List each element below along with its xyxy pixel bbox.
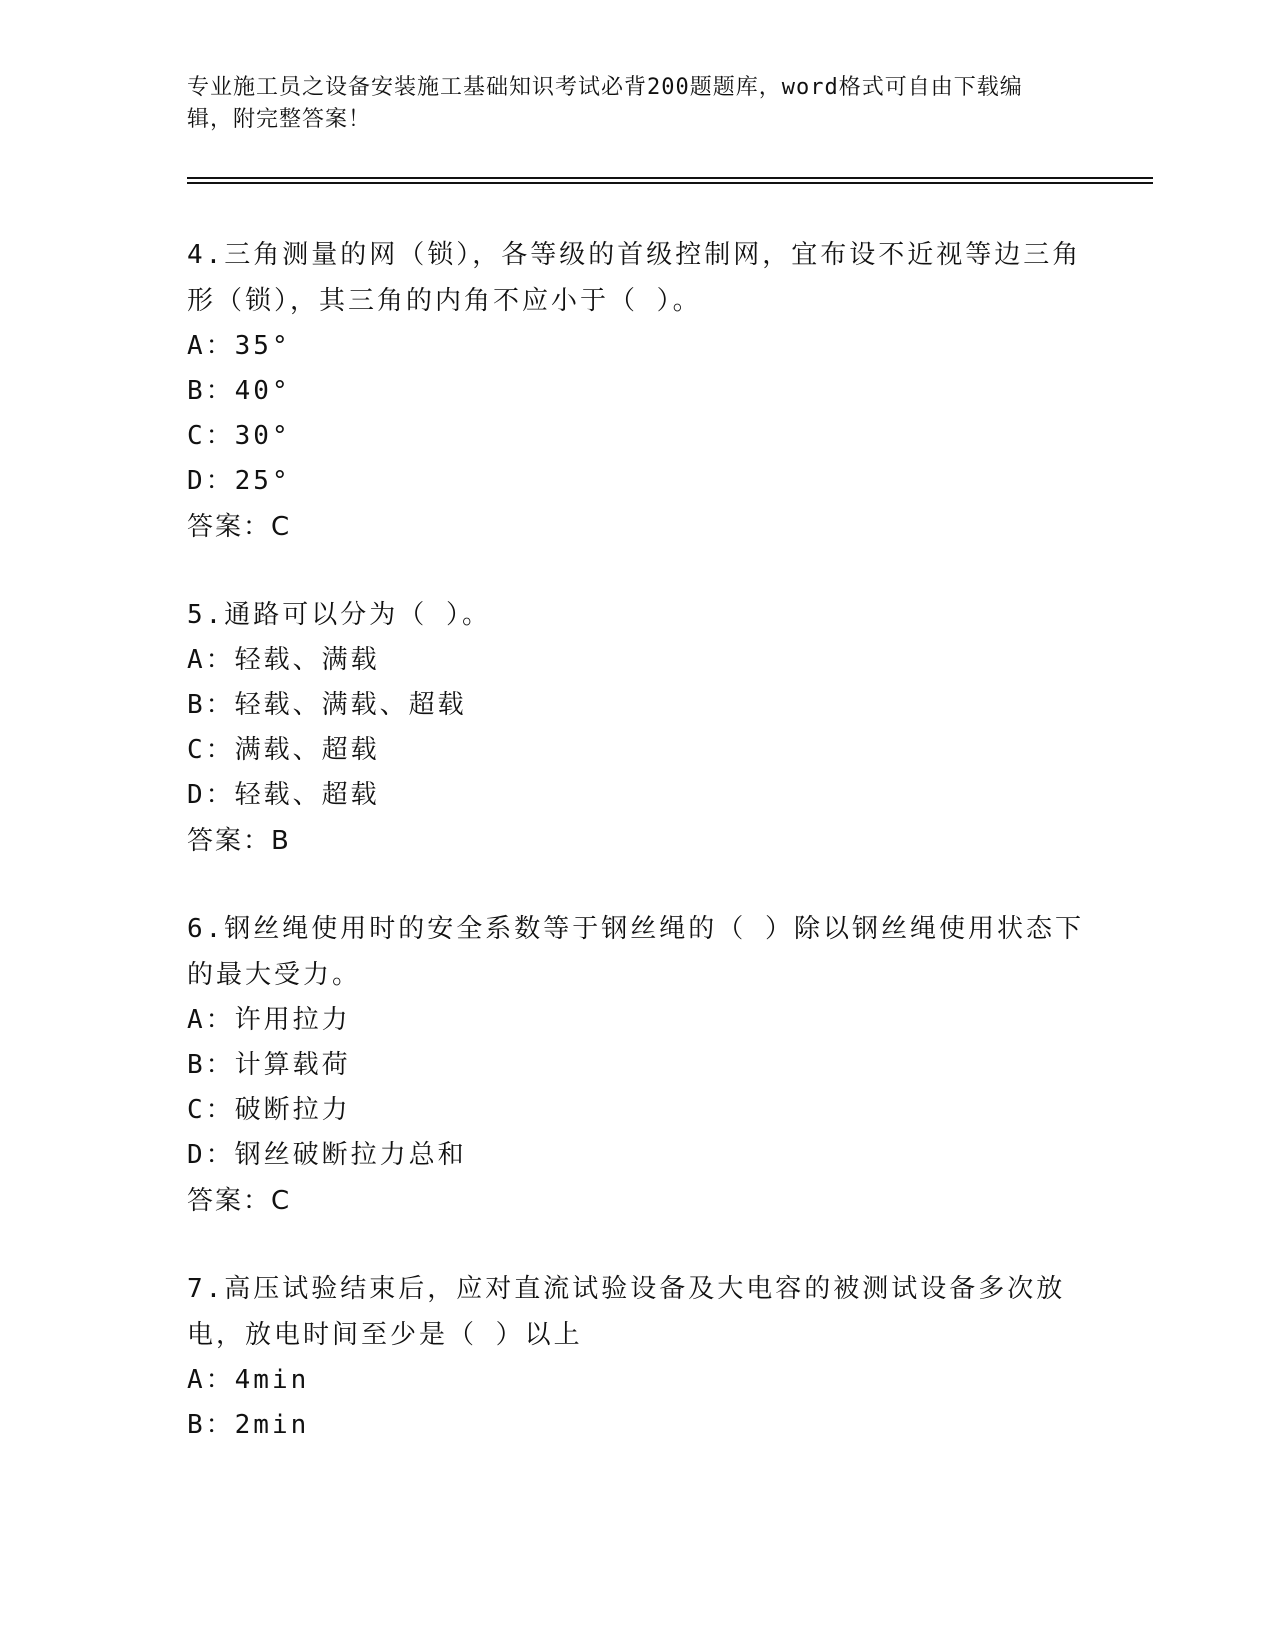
option-b: B：2min — [187, 1410, 310, 1440]
answer: 答案：C — [187, 512, 292, 542]
option-b: B：40° — [187, 376, 291, 406]
option-d: D：轻载、超载 — [187, 780, 380, 810]
option-a: A：轻载、满载 — [187, 645, 380, 675]
option-a: A：35° — [187, 331, 291, 361]
header-divider-top — [187, 177, 1153, 179]
option-a: A：许用拉力 — [187, 1005, 351, 1035]
question-stem: 7.高压试验结束后，应对直流试验设备及大电容的被测试设备多次放电，放电时间至少是（ ）以上 — [187, 1274, 1066, 1350]
question-stem: 5.通路可以分为（ ）。 — [187, 600, 491, 630]
document-header: 专业施工员之设备安装施工基础知识考试必背200题题库，word格式可自由下载编辑，附完整答案！ — [187, 75, 1023, 132]
question-5 — [187, 592, 1087, 864]
option-c: C：30° — [187, 421, 291, 451]
option-b: B：轻载、满载、超载 — [187, 690, 467, 720]
answer: 答案：C — [187, 1186, 292, 1216]
question-6 — [187, 906, 1087, 1224]
question-stem: 4.三角测量的网（锁），各等级的首级控制网，宜布设不近视等边三角形（锁），其三角的内角不应小于（ ）。 — [187, 240, 1082, 316]
question-4 — [187, 232, 1087, 550]
question-7 — [187, 1266, 1087, 1448]
header-divider-bottom — [187, 182, 1153, 184]
option-c: C：破断拉力 — [187, 1095, 351, 1125]
question-list — [187, 232, 1087, 1490]
option-a: A：4min — [187, 1365, 310, 1395]
option-d: D：钢丝破断拉力总和 — [187, 1140, 467, 1170]
option-c: C：满载、超载 — [187, 735, 380, 765]
answer: 答案：B — [187, 826, 291, 856]
option-d: D：25° — [187, 466, 291, 496]
option-b: B：计算载荷 — [187, 1050, 351, 1080]
question-stem: 6.钢丝绳使用时的安全系数等于钢丝绳的（ ）除以钢丝绳使用状态下的最大受力。 — [187, 914, 1084, 990]
